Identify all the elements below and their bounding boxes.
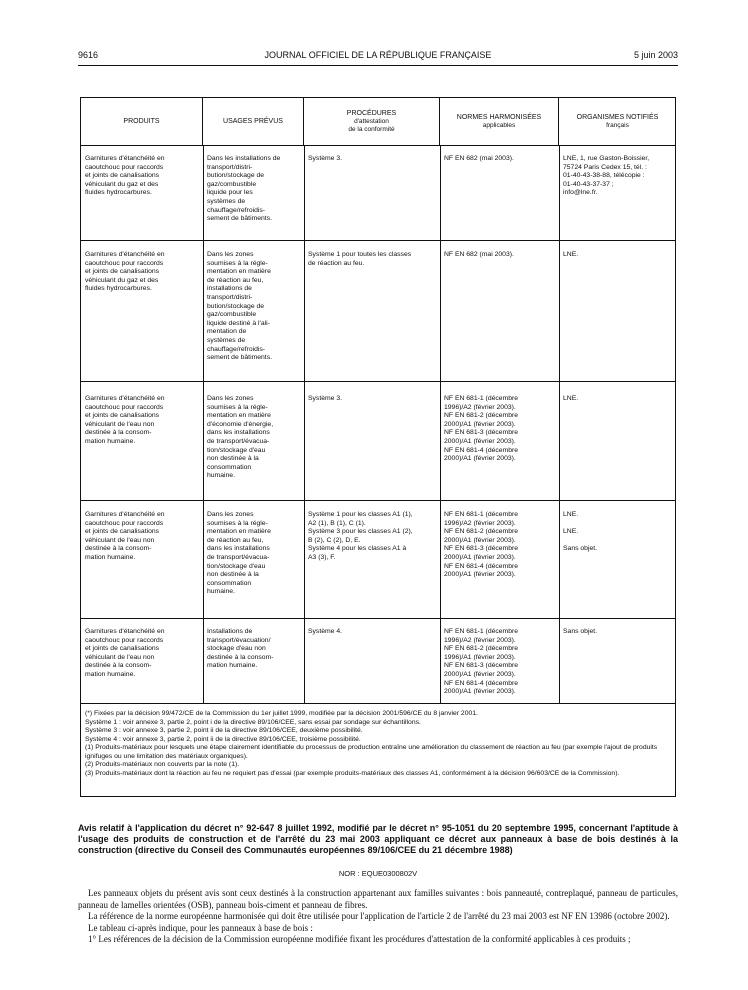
page-number: 9616 [78,50,99,60]
table-cell-organismes: LNE, 1, rue Gaston-Boissier, 75724 Paris Cedex 15, tél. : 01-40-43-38-88, télécopie : 01-40-43-37-37 ; info@lne.fr. [563,155,650,197]
journal-title: JOURNAL OFFICIEL DE LA RÉPUBLIQUE FRANÇAISE [264,50,492,60]
table-cell-normes: NF EN 681-1 (décembre 1996)/A2 (février 2003). NF EN 681-2 (décembre 1996)/A1 (février 2003). NF EN 681-3 (décembre 2000)/A1 (février 2003). NF EN 681-4 (décembre 2000)/A1 (février 2003). [444,628,519,696]
avis-body [78,888,678,946]
nor-reference: NOR : EQUE0300802V [338,869,418,878]
header-rule [78,65,678,66]
column-header-organismes: ORGANISMES NOTIFIÉS français [576,114,659,129]
page-header [78,50,678,64]
table-cell-organismes: LNE. LNE. Sans objet. [563,511,598,553]
table-cell-usages: Dans les zones soumises à la régle- mentation en matière de réaction au feu, installations de transport/distri- bution/stockage de gaz/combustible liquide destiné à l'ali- mentation de systèmes de chauffage/refroidis- sement de bâtiments. [207,251,272,362]
table-cell-usages: Installations de transport/évacuation/ stockage d'eau non destinée à la consom- mation humaine. [207,628,274,670]
table-cell-produits: Garnitures d'étanchéité en caoutchouc pour raccords et joints de canalisations véhiculant de l'eau non destinée à la consom- mation humaine. [85,395,165,445]
note-line: Système 4 : voir annexe 3, partie 2, point ii de la directive 89/106/CEE, troisième possibilité. [85,735,361,743]
table-cell-organismes: LNE. [563,395,579,402]
table-cell-normes: NF EN 682 (mai 2003). [444,251,514,258]
row-divider [81,500,675,501]
column-header-procedures: PROCÉDURES d'attestation de la conformité [304,98,440,145]
table-cell-produits: Garnitures d'étanchéité en caoutchouc pour raccords et joints de canalisations véhiculant de l'eau non destinée à la consom- mation humaine. [85,628,165,678]
column-divider [559,145,560,703]
body-paragraph: 1° Les références de la décision de la Commission européenne modifiée fixant les procédures d'attestation de la conformité applicables à ces produits ; [88,934,631,944]
conformity-table [80,97,676,797]
table-notes [85,710,673,778]
table-cell-produits: Garnitures d'étanchéité en caoutchouc pour raccords et joints de canalisations véhiculant du gaz et des fluides hydrocarbures. [85,155,165,197]
note-line: (3) Produits-matériaux dont la réaction au feu ne requiert pas d'essai (par exemple produits-matériaux des classes A1, conformément à la décision 96/603/CE de la Commission). [85,769,620,777]
note-line: (2) Produits-matériaux non couverts par la note (1). [85,761,240,768]
table-cell-procedures: Système 4. [308,628,342,635]
row-divider [81,381,675,382]
note-line: (*) Fixées par la décision 99/472/CE de la Commission du 1er juillet 1999, modifiée par la décision 2001/596/CE du 8 janvier 2001. [85,710,478,717]
note-line: Système 1 : voir annexe 3, partie 2, point i de la directive 89/106/CEE, sans essai par sondage sur échantillons. [85,718,421,726]
table-cell-organismes: LNE. [563,251,579,258]
table-cell-procedures: Système 1 pour les classes A1 (1), A2 (1), B (1), C (1). Système 3 pour les classes A1 (2), B (2), C (2), D, E. Système 4 pour les classes A1 à A3 (3), F. [308,511,413,561]
row-divider [81,240,675,241]
body-paragraph: La référence de la norme européenne harmonisée qui doit être utilisée pour l'application de l'article 2 de l'arrêté du 23 mai 2003 est NF EN 13986 (octobre 2002). [88,911,670,921]
notes-divider [81,703,675,704]
table-cell-procedures: Système 1 pour toutes les classes de réaction au feu. [308,251,412,267]
table-cell-procedures: Système 3. [308,395,342,402]
column-header-usages: USAGES PRÉVUS [203,98,304,145]
table-cell-produits: Garnitures d'étanchéité en caoutchouc pour raccords et joints de canalisations véhiculant de l'eau non destinée à la consom- mation humaine. [85,511,165,561]
header-divider [81,145,675,146]
table-cell-normes: NF EN 681-1 (décembre 1996)/A2 (février 2003). NF EN 681-2 (décembre 2000)/A1 (février 2003). NF EN 681-3 (décembre 2000)/A1 (février 2003). NF EN 681-4 (décembre 2000)/A1 (février 2003). [444,511,519,579]
avis-title: Avis relatif à l'application du décret n° 92-647 8 juillet 1992, modifié par le décret n° 95-1051 du 20 septembre 1995, concernant l'aptitude à l'usage des produits de construction et de l'arrêté du 23 mai 2003 appliquant ce décret aux panneaux à base de bois destinés à la construction (directive du Conseil des Communautés européennes 89/106/CEE du 21 décembre 1988) [78,823,678,855]
issue-date: 5 juin 2003 [633,50,678,60]
table-cell-normes: NF EN 682 (mai 2003). [444,155,514,162]
column-header-produits: PRODUITS [81,98,203,145]
table-cell-produits: Garnitures d'étanchéité en caoutchouc pour raccords et joints de canalisations véhiculant du gaz et des fluides hydrocarbures. [85,251,165,293]
column-header-normes: NORMES HARMONISÉES applicables [440,98,559,145]
table-cell-procedures: Système 3. [308,155,342,162]
table-cell-usages: Dans les zones soumises à la régle- mentation en matière d'économie d'énergie, dans les installations de transport/évacua- tion/stockage d'eau non destinée à la consommation humaine. [207,395,274,480]
body-paragraph: Le tableau ci-après indique, pour les panneaux à base de bois : [88,922,313,933]
table-cell-usages: Dans les zones soumises à la régle- mentation en matière de réaction au feu, dans les installations de transport/évacua- tion/stockage d'eau non destinée à la consommation humaine. [207,511,271,596]
column-divider [304,145,305,703]
table-cell-organismes: Sans objet. [563,628,598,635]
note-line: (1) Produits-matériaux pour lesquels une étape clairement identifiable du processus de production entraîne une amélioration du classement de réaction au feu (par exemple l'ajout de produits ignifuges ou une limitation des matériaux organiques). [85,744,658,760]
body-paragraph: Les panneaux objets du présent avis sont ceux destinés à la construction appartenant aux familles suivantes : bois panneauté, contreplaqué, panneau de particules, panneau de lamelles orientées (OSB), panneau bois-ciment et panneau de fibres. [78,888,678,910]
table-cell-usages: Dans les installations de transport/distri- bution/stockage de gaz/combustible liquide pour les systèmes de chauffage/refroidis- sement de bâtiments. [207,155,281,223]
row-divider [81,618,675,619]
note-line: Système 3 : voir annexe 3, partie 2, point ii de la directive 89/106/CEE, deuxième possibilité. [85,727,363,734]
table-cell-normes: NF EN 681-1 (décembre 1996)/A2 (février 2003). NF EN 681-2 (décembre 2000)/A1 (février 2003). NF EN 681-3 (décembre 2000)/A1 (février 2003). NF EN 681-4 (décembre 2000)/A1 (février 2003). [444,395,519,463]
